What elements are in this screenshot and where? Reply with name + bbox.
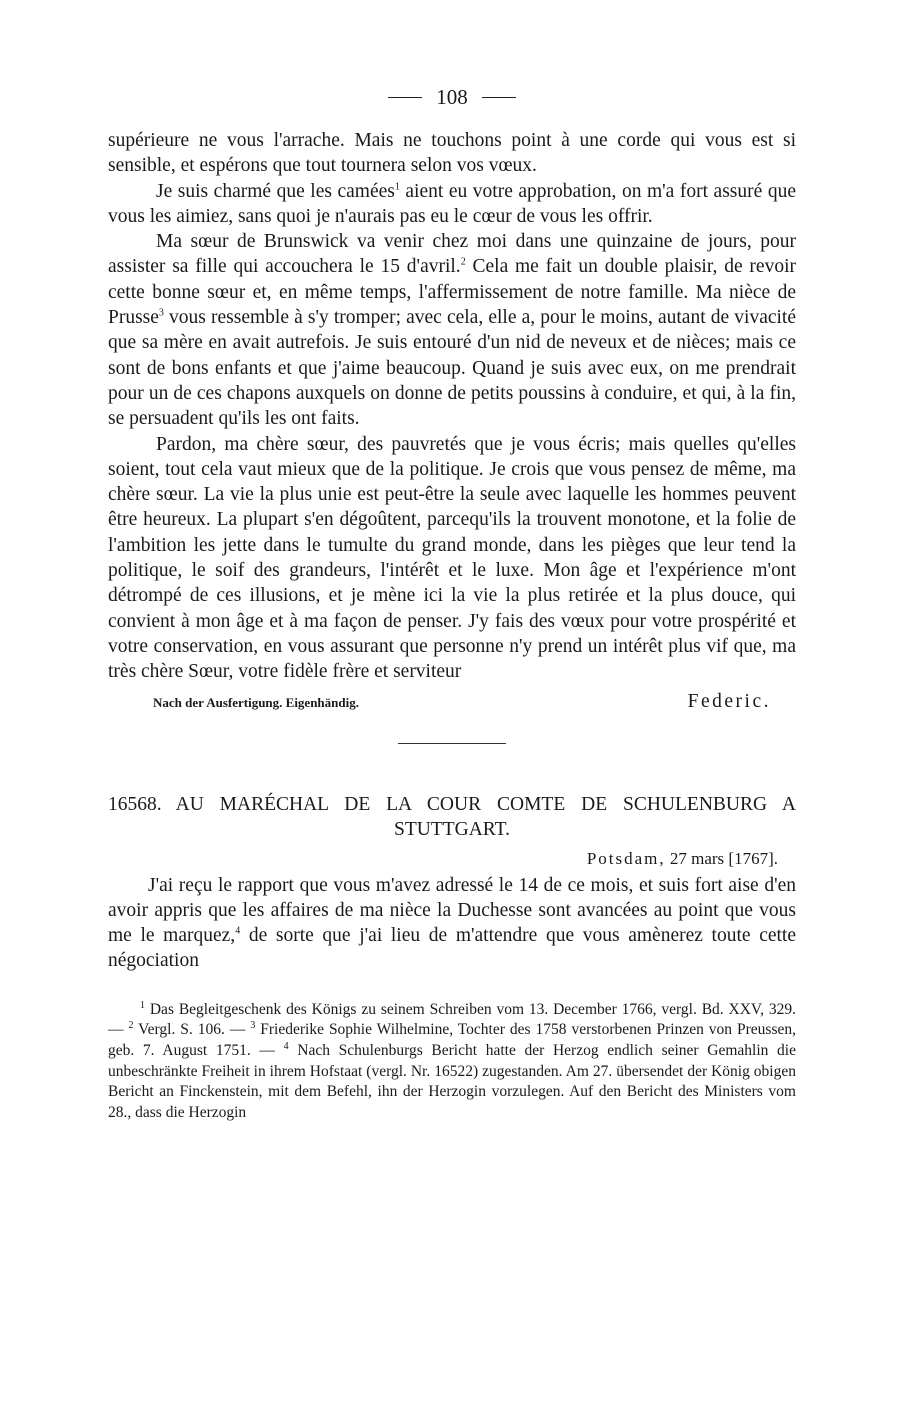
page-header	[108, 82, 796, 112]
letter-paragraph-1	[108, 179, 796, 230]
footnote-text: Friederike Sophie Wilhelmine, Tochter des 1758 verstorbenen Prinzen von Preussen, geb. 7. August 1751. —	[108, 1021, 796, 1059]
section-divider	[398, 743, 506, 744]
header-dash-right	[482, 97, 516, 98]
header-dash-left	[388, 97, 422, 98]
letter-title: AU MARÉCHAL DE LA COUR COMTE DE SCHULENBURG A STUTTGART.	[175, 793, 796, 840]
page-number: 108	[436, 85, 468, 109]
footnote-ref: 1	[394, 181, 400, 193]
letter2-body	[108, 873, 796, 974]
letter-paragraph-2	[108, 229, 796, 431]
letter2-paragraph-1	[108, 873, 796, 974]
footnote-text: Vergl. S. 106. —	[133, 1021, 246, 1039]
footnote-ref: 4	[235, 925, 241, 937]
text-run: de sorte que j'ai lieu de m'attendre que vous amènerez toute cette négociation	[108, 925, 796, 972]
footnotes	[108, 1000, 796, 1124]
text-run: Je suis charmé que les camées	[156, 180, 395, 202]
footnote-text: Nach Schulenburgs Bericht hatte der Herzog endlich seiner Gemahlin die unbeschränkte Freiheit in ihrem Hofstaat (vergl. Nr. 16522) zugestanden. Am 27. übersendet der König obigen Bericht an Finckenstein, mit dem Befehl, ihn der Herzogin vorzulegen. Auf den Bericht des Ministers vom 28., dass die Herzogin	[108, 1041, 796, 1121]
footnote-mark: 1	[140, 999, 145, 1011]
text-run: J'ai reçu le rapport que vous m'avez adressé le 14 de ce mois, et suis fort aise d'en avoir appris que les affaires de ma nièce la Duchesse sont avancées au point que vous me le marquez,	[108, 874, 796, 947]
signature-line	[108, 691, 796, 713]
footnote-text: Das Begleitgeschenk des Königs zu seinem Schreiben vom 13. December 1766, vergl. Bd. XXV, 329. —	[108, 1000, 796, 1039]
dateline	[108, 849, 778, 869]
footnote-ref: 2	[460, 256, 466, 268]
footnote-mark: 4	[283, 1040, 289, 1052]
letter-opening-paragraph: supérieure ne vous l'arrache. Mais ne touchons point à une corde qui vous est si sensible, et espérons que tout tournera selon vos vœux.	[108, 130, 796, 177]
letter-paragraph-3: Pardon, ma chère sœur, des pauvretés que je vous écris; mais quelles qu'elles soient, tout cela vaut mieux que de la politique. Je crois que vous pensez de même, ma chère sœur. La vie la plus unie est peut-être la seule avec laquelle les hommes peuvent être heureux. La plupart s'en dégoûtent, parcequ'ils la trouvent monotone, et la folie de l'ambition les jette dans le tumulte du grand monde, dans les pièges que leur tend la politique, le soif des grandeurs, l'intérêt et le luxe. Mon âge et l'expérience m'ont détrompé de ces illusions, et je mène ici la vie la plus retirée et la plus douce, qui convient à mon âge et à ma façon de penser. J'y fais des vœux pour votre prospérité et votre conservation, en vous assurant que personne n'y prend un intérêt plus vif que, ma très chère Sœur, votre fidèle frère et serviteur	[108, 433, 796, 683]
letter-body	[108, 128, 796, 685]
letter-heading	[108, 792, 796, 842]
footnote-block	[108, 1000, 796, 1124]
footnote-ref: 3	[158, 307, 164, 319]
text-run: aient eu votre approbation, on m'a fort assuré que vous les aimiez, sans quoi je n'aurais pas eu le cœur de vous les offrir.	[108, 180, 796, 227]
letter-number: 16568.	[108, 793, 162, 815]
text-run: Cela me fait un double plaisir, de revoir cette bonne sœur et, en même temps, l'affermissement de notre famille. Ma nièce de Prusse	[108, 256, 796, 329]
dateline-place: Potsdam,	[586, 848, 666, 868]
signature: Federic.	[687, 690, 771, 712]
text-run: Ma sœur de Brunswick va venir chez moi dans une quinzaine de jours, pour assister sa fille qui accouchera le 15 d'avril.	[108, 231, 796, 278]
text-run: vous ressemble à s'y tromper; avec cela, elle a, pour le moins, autant de vivacité que sa mère en avait autrefois. Je suis entouré d'un nid de neveux et de nièces; mais ce sont de bons enfants et que j'aime beaucoup. Quand je suis avec eux, on me prendrait pour un de ces chapons auxquels on donne de petits poussins à conduire, et qui, à la fin, se persuadent qu'ils les ont faits.	[108, 307, 796, 430]
footnote-mark: 2	[128, 1020, 134, 1032]
dateline-date: 27 mars [1767].	[665, 848, 778, 868]
footnote-mark: 3	[250, 1020, 256, 1032]
document-page	[108, 82, 796, 1123]
source-note: Nach der Ausfertigung. Eigenhändig.	[153, 694, 359, 710]
